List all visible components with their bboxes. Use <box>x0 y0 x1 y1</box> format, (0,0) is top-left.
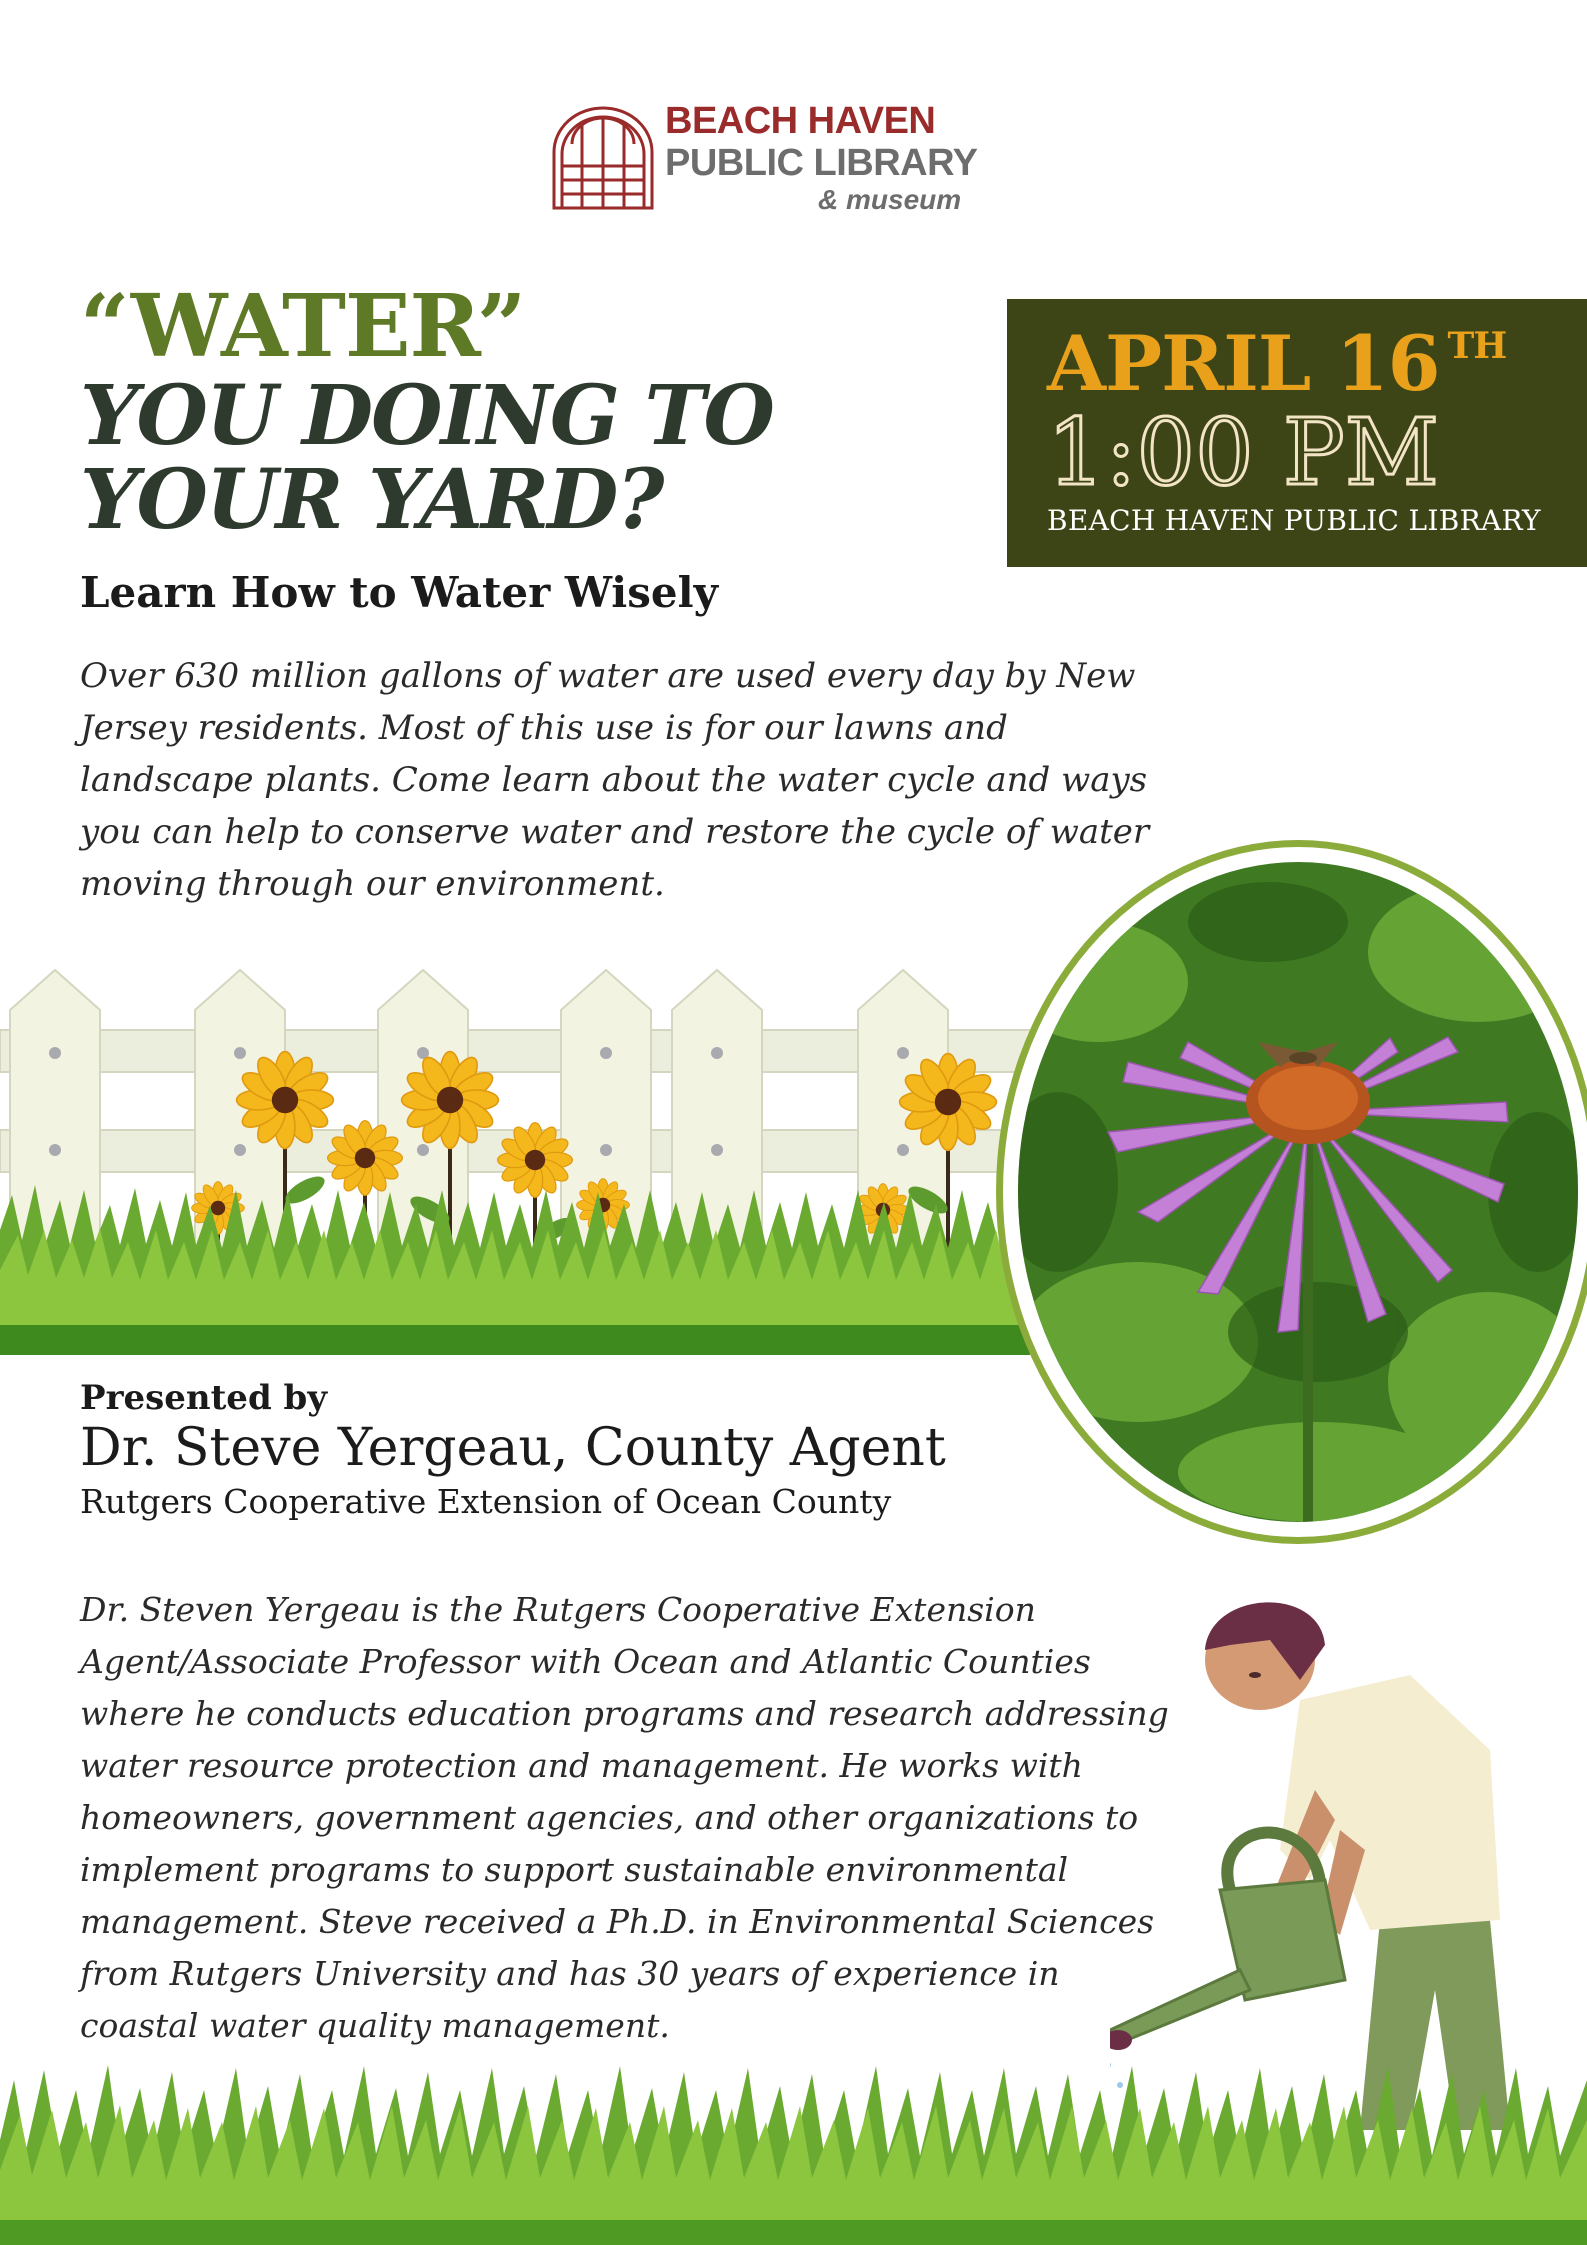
logo-name-line2: PUBLIC LIBRARY <box>665 142 978 184</box>
presented-by-label: Presented by <box>80 1378 328 1418</box>
library-logo <box>548 100 1008 220</box>
bio-line: Agent/Associate Professor with Ocean and Atlantic Counties <box>80 1642 1091 1681</box>
presenter-bio <box>80 1584 1180 2052</box>
event-date-box <box>1007 299 1587 567</box>
intro-line: moving through our environment. <box>80 864 665 904</box>
headline-line3: YOUR YARD? <box>80 452 663 548</box>
event-venue: BEACH HAVEN PUBLIC LIBRARY <box>1047 504 1541 537</box>
headline-line2: YOU DOING TO <box>80 368 773 464</box>
coneflower-butterfly-photo <box>1018 862 1578 1522</box>
headline-line1: “WATER” <box>80 276 526 377</box>
presenter-organization: Rutgers Cooperative Extension of Ocean County <box>80 1482 892 1521</box>
library-arch-window-icon <box>548 104 658 212</box>
presenter-name: Dr. Steve Yergeau, County Agent <box>80 1418 946 1478</box>
event-date-suffix: TH <box>1447 325 1507 367</box>
intro-line: Jersey residents. Most of this use is for our lawns and <box>80 708 1008 748</box>
bio-line: coastal water quality management. <box>80 2006 670 2045</box>
bio-line: Dr. Steven Yergeau is the Rutgers Cooperative Extension <box>80 1590 1036 1629</box>
headline <box>80 276 980 548</box>
event-time: 1:00 PM <box>1047 399 1439 506</box>
subtitle: Learn How to Water Wisely <box>80 568 718 617</box>
event-date <box>1047 319 1506 408</box>
intro-line: landscape plants. Come learn about the water cycle and ways <box>80 760 1148 800</box>
bio-line: management. Steve received a Ph.D. in Environmental Sciences <box>80 1902 1155 1941</box>
bio-line: implement programs to support sustainable environmental <box>80 1850 1069 1889</box>
bio-line: homeowners, government agencies, and other organizations to <box>80 1798 1139 1837</box>
grass-border-illustration <box>0 2060 1587 2245</box>
bio-line: water resource protection and management. He works with <box>80 1746 1083 1785</box>
logo-name-line3: & museum <box>818 184 962 215</box>
bio-line: from Rutgers University and has 30 years of experience in <box>80 1954 1060 1993</box>
intro-paragraph <box>80 650 1200 910</box>
logo-name-line1: BEACH HAVEN <box>665 100 936 142</box>
picket-fence-sunflowers-illustration <box>0 960 1030 1355</box>
intro-line: Over 630 million gallons of water are used every day by New <box>80 656 1136 696</box>
intro-line: you can help to conserve water and restore the cycle of water <box>80 812 1150 852</box>
event-date-text: APRIL 16 <box>1047 319 1440 408</box>
bio-line: where he conducts education programs and research addressing <box>80 1694 1169 1733</box>
